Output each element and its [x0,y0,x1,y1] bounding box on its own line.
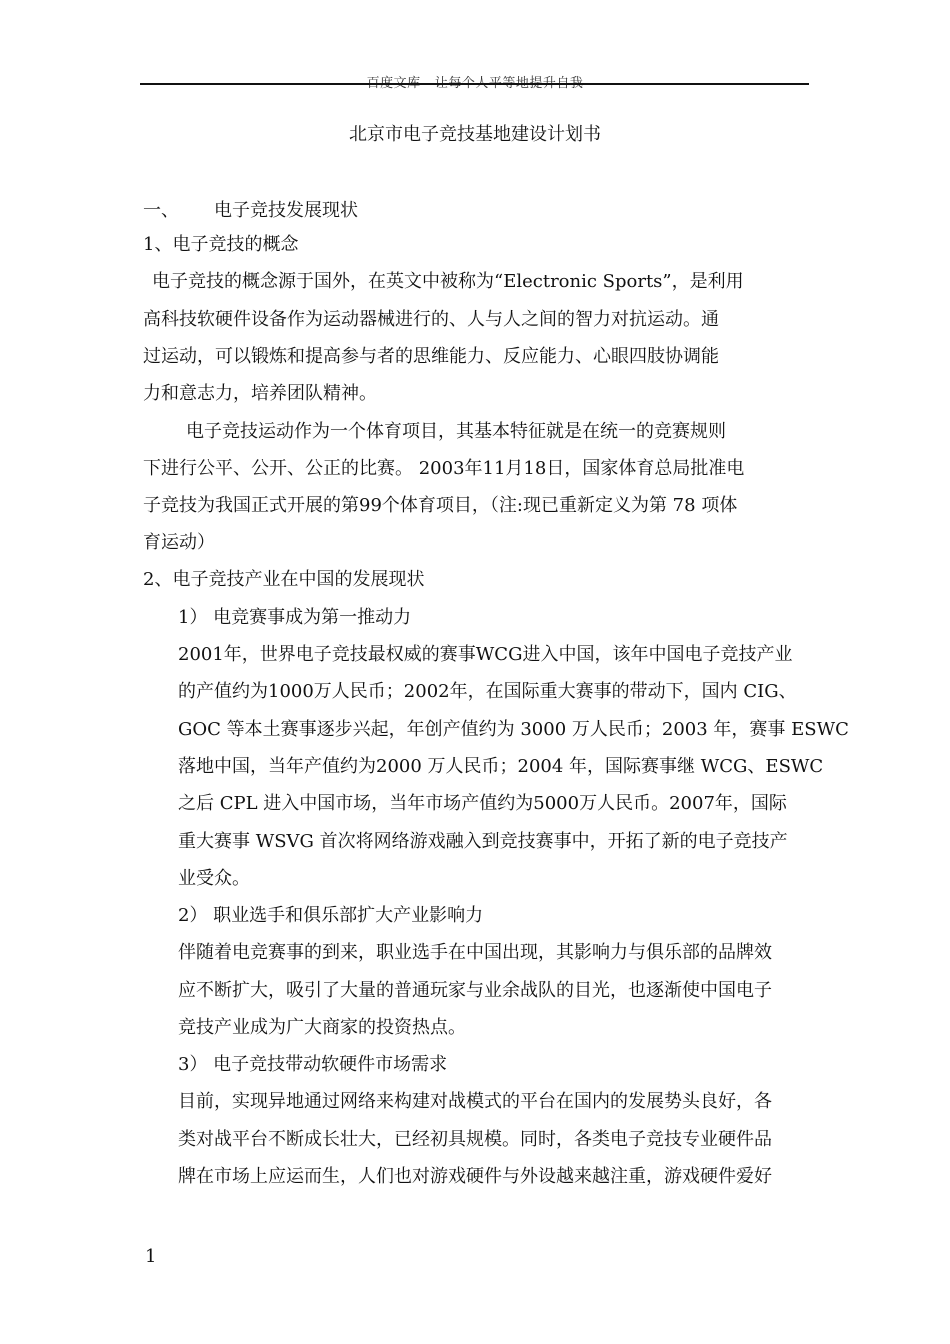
paragraph-line: 电子竞技运动作为一个体育项目，其基本特征就是在统一的竞赛规则 [186,421,726,442]
list-item-line: 类对战平台不断成长壮大，已经初具规模。同时，各类电子竞技专业硬件品 [178,1129,772,1150]
list-item-line: 目前，实现异地通过网络来构建对战模式的平台在国内的发展势头良好，各 [178,1091,772,1112]
list-item-line: 落地中国，当年产值约为2000 万人民币；2004 年，国际赛事继 WCG、ESWC [178,756,824,777]
header-rule [140,83,809,85]
document-title: 北京市电子竞技基地建设计划书 [349,124,601,145]
subsection-heading: 1、电子竞技的概念 [143,234,299,255]
section-heading: 电子竞技发展现状 [214,200,358,221]
list-item-line: 业受众。 [178,868,250,889]
page-header: 百度文库 - 让每个人平等地提升自我 [366,76,584,91]
list-item-heading: 3） 电子竞技带动软硬件市场需求 [178,1054,448,1075]
list-item-line: 重大赛事 WSVG 首次将网络游戏融入到竞技赛事中，开拓了新的电子竞技产 [178,831,788,852]
list-item-line: 的产值约为1000万人民币；2002年，在国际重大赛事的带动下，国内 CIG、 [178,681,797,702]
list-item-line: 伴随着电竞赛事的到来，职业选手在中国出现，其影响力与俱乐部的品牌效 [178,942,772,963]
paragraph-line: 电子竞技的概念源于国外，在英文中被称为“Electronic Sports”，是利用 [152,271,744,292]
paragraph-line: 过运动，可以锻炼和提高参与者的思维能力、反应能力、心眼四肢协调能 [143,346,719,367]
list-item-heading: 1） 电竞赛事成为第一推动力 [178,607,412,628]
page-number: 1 [145,1246,157,1267]
list-item-heading: 2） 职业选手和俱乐部扩大产业影响力 [178,905,484,926]
paragraph-line: 力和意志力，培养团队精神。 [143,383,377,404]
section-number: 一、 [143,200,179,221]
list-item-line: 应不断扩大，吸引了大量的普通玩家与业余战队的目光，也逐渐使中国电子 [178,980,772,1001]
list-item-line: 竞技产业成为广大商家的投资热点。 [178,1017,466,1038]
paragraph-line: 高科技软硬件设备作为运动器械进行的、人与人之间的智力对抗运动。通 [143,309,719,330]
paragraph-line: 子竞技为我国正式开展的第99个体育项目，（注:现已重新定义为第 78 项体 [143,495,738,516]
list-item-line: GOC 等本土赛事逐步兴起，年创产值约为 3000 万人民币；2003 年，赛事 ESWC [178,719,849,740]
list-item-line: 2001年，世界电子竞技最权威的赛事WCG进入中国，该年中国电子竞技产业 [178,644,793,665]
paragraph-line: 下进行公平、公开、公正的比赛。 2003年11月18日，国家体育总局批准电 [143,458,745,479]
list-item-line: 之后 CPL 进入中国市场，当年市场产值约为5000万人民币。2007年，国际 [178,793,787,814]
list-item-line: 牌在市场上应运而生，人们也对游戏硬件与外设越来越注重，游戏硬件爱好 [178,1166,772,1187]
subsection-heading: 2、电子竞技产业在中国的发展现状 [143,569,425,590]
paragraph-line: 育运动） [143,532,215,553]
